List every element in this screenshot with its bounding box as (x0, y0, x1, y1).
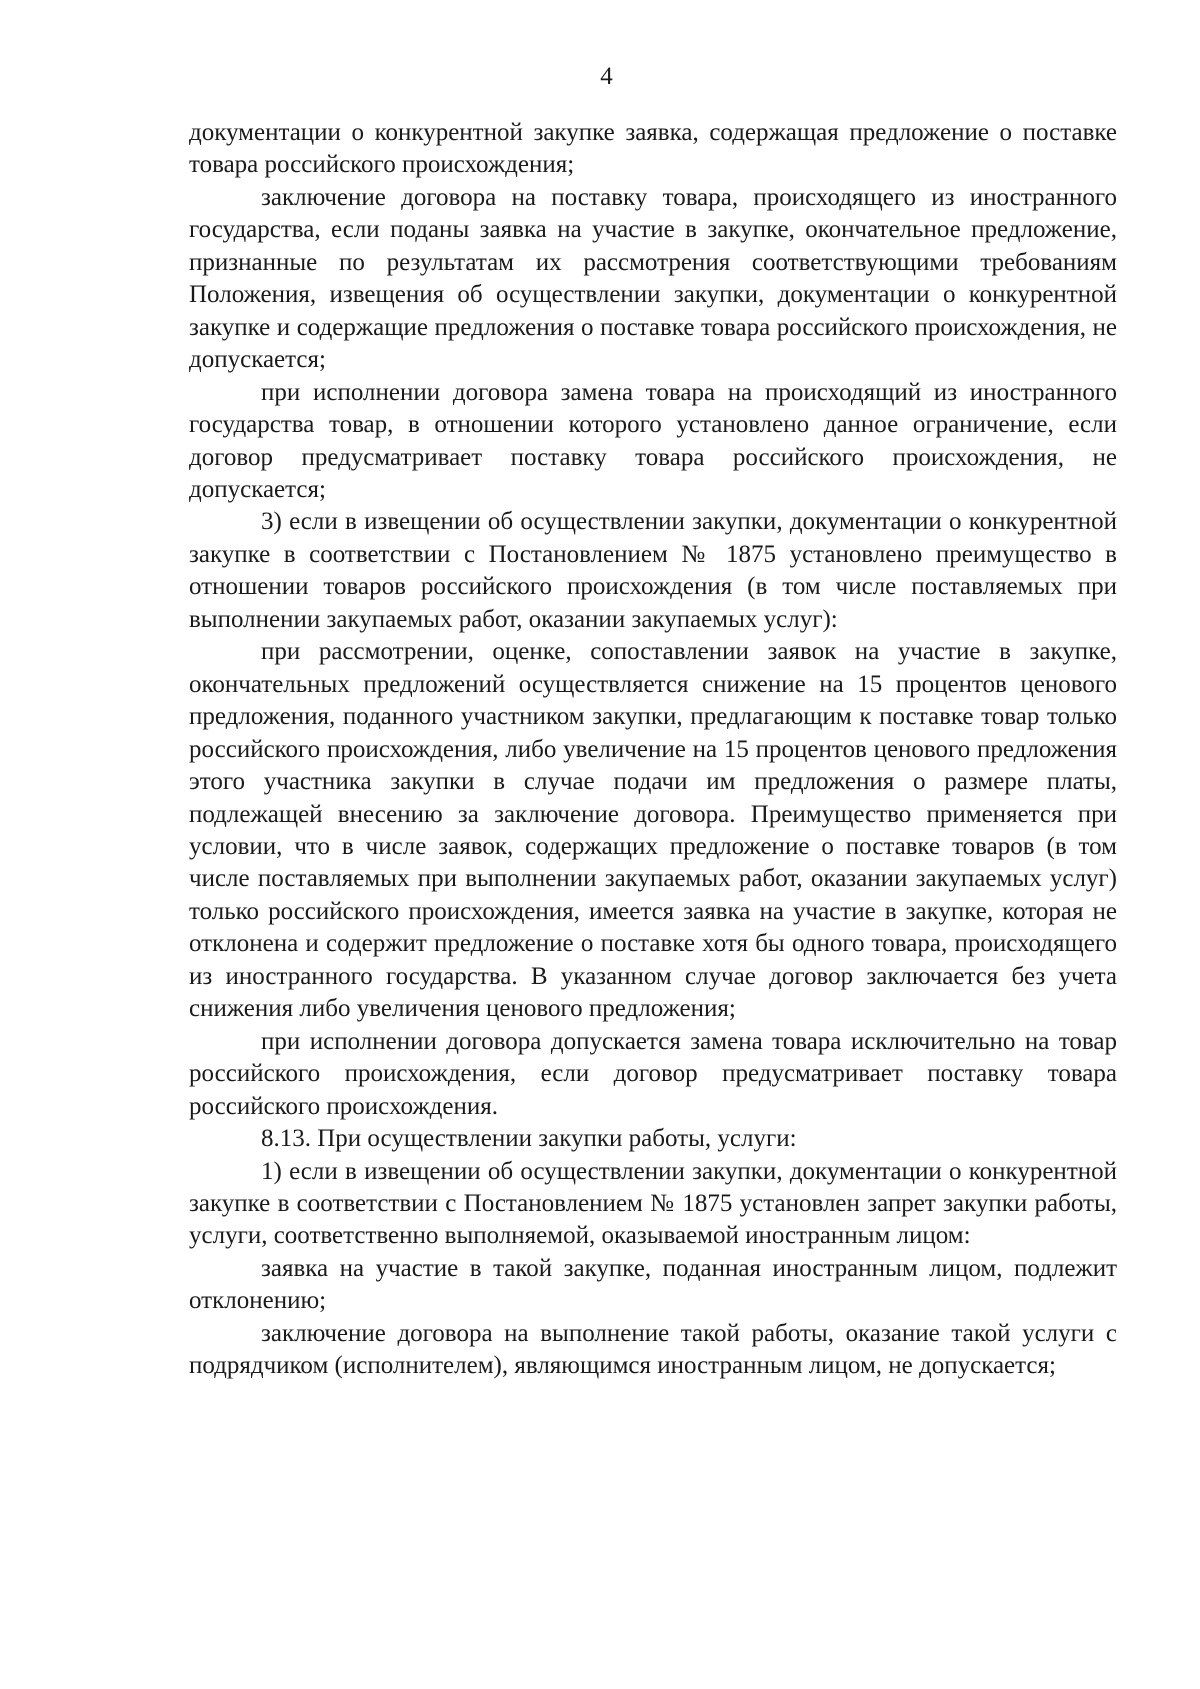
page-number: 4 (600, 63, 613, 90)
paragraph: 3) если в извещении об осуществлении закупки, документации о конкурентной закупке в соответствии с Постановлением № 1875 установлено преимущество в отношении товаров российского происхождения (в том числе поставляемых при выполнении закупаемых работ, оказании закупаемых услуг): (189, 508, 1117, 633)
paragraph: при исполнении договора замена товара на происходящий из иностранного государства товар, в отношении которого установлено данное ограничение, если договор предусматривает поставку товара российского происхождения, не допускается; (189, 378, 1117, 503)
paragraph: заключение договора на выполнение такой работы, оказание такой услуги с подрядчиком (исполнителем), являющимся иностранным лицом, не допускается; (189, 1319, 1117, 1380)
paragraph: при рассмотрении, оценке, сопоставлении заявок на участие в закупке, окончательных предложений осуществляется снижение на 15 процентов ценового предложения, поданного участником закупки, предлагающим к поставке товар только российского происхождения, либо увеличение на 15 процентов ценового предложения этого участника закупки в случае подачи им предложения о размере платы, подлежащей внесению за заключение договора. Преимущество применяется при условии, что в числе заявок, содержащих предложение о поставке товаров (в том числе поставляемых при выполнении закупаемых работ, оказании закупаемых услуг) только российского происхождения, имеется заявка на участие в закупке, которая не отклонена и содержит предложение о поставке хотя бы одного товара, происходящего из иностранного государства. В указанном случае договор заключается без учета снижения либо увеличения ценового предложения; (189, 638, 1117, 1023)
section-heading-8-13: 8.13. При осуществлении закупки работы, услуги: (261, 1125, 797, 1153)
paragraph: при исполнении договора допускается замена товара исключительно на товар российского происхождения, если договор предусматривает поставку товара российского происхождения. (189, 1027, 1117, 1120)
paragraph-continuation: документации о конкурентной закупке заявка, содержащая предложение о поставке товара российского происхождения; (189, 119, 1117, 179)
document-body (189, 117, 1117, 1383)
paragraph: 1) если в извещении об осуществлении закупки, документации о конкурентной закупке в соответствии с Постановлением № 1875 установлен запрет закупки работы, услуги, соответственно выполняемой, оказываемой иностранным лицом: (189, 1157, 1117, 1250)
paragraph: заявка на участие в такой закупке, поданная иностранным лицом, подлежит отклонению; (189, 1254, 1117, 1315)
paragraph: заключение договора на поставку товара, происходящего из иностранного государства, если поданы заявка на участие в закупке, окончательное предложение, признанные по результатам их рассмотрения соответствующими требованиям Положения, извещения об осуществлении закупки, документации о конкурентной закупке и содержащие предложения о поставке товара российского происхождения, не допускается; (189, 183, 1117, 374)
